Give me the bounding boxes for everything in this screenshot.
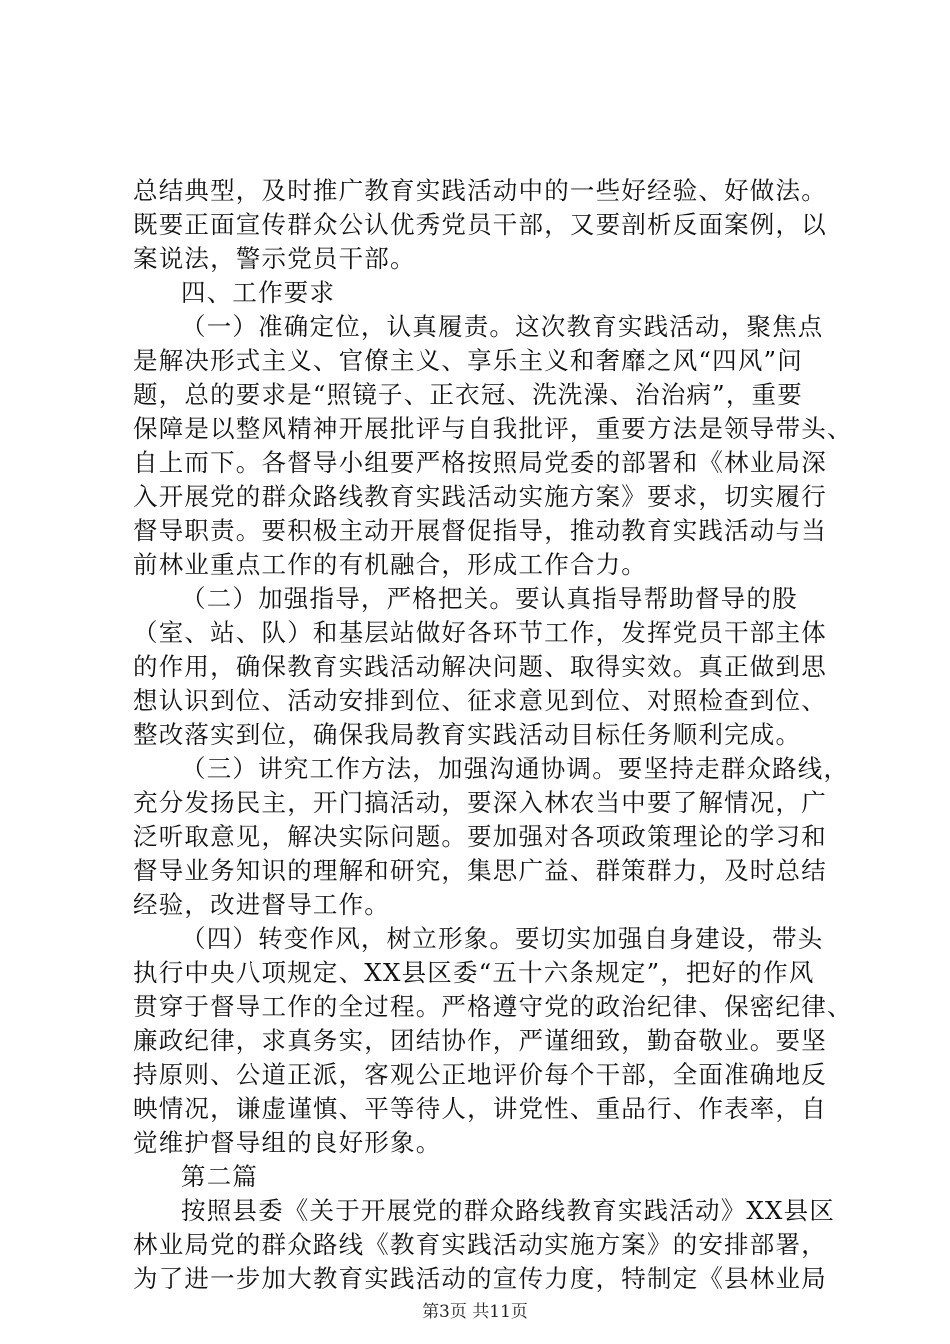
text-line: （三）讲究工作方法，加强沟通协调。要坚持走群众路线， [181,754,850,783]
text-line: 督导职责。要积极主动开展督促指导，推动教育实践活动与当 [133,516,827,545]
text-line: 泛听取意见，解决实际问题。要加强对各项政策理论的学习和 [133,822,827,851]
text-line: 既要正面宣传群众公认优秀党员干部，又要剖析反面案例，以 [133,210,827,239]
page-footer: 第3页 共11页 [422,1302,528,1322]
text-line: 按照县委《关于开展党的群众路线教育实践活动》XX县区 [181,1196,836,1225]
text-line: （二）加强指导，严格把关。要认真指导帮助督导的股 [181,584,798,613]
section-heading: 第二篇 [181,1162,259,1191]
text-line: 自上而下。各督导小组要严格按照局党委的部署和《林业局深 [133,448,827,477]
text-line: 经验，改进督导工作。 [133,890,390,919]
text-line: 充分发扬民主，开门搞活动，要深入林农当中要了解情况，广 [133,788,827,817]
text-line: 题，总的要求是“照镜子、正衣冠、洗洗澡、治治病”，重要 [133,380,803,409]
text-line: 持原则、公道正派，客观公正地评价每个干部，全面准确地反 [133,1060,827,1089]
text-line: 保障是以整风精神开展批评与自我批评，重要方法是领导带头、 [133,414,853,443]
text-line: 映情况，谦虚谨慎、平等待人，讲党性、重品行、作表率，自 [133,1094,827,1123]
text-line: 贯穿于督导工作的全过程。严格遵守党的政治纪律、保密纪律、 [133,992,853,1021]
text-line: 的作用，确保教育实践活动解决问题、取得实效。真正做到思 [133,652,827,681]
text-line: （室、站、队）和基层站做好各环节工作，发挥党员干部主体 [133,618,827,647]
text-line: 觉维护督导组的良好形象。 [133,1128,442,1157]
text-line: （四）转变作风，树立形象。要切实加强自身建设，带头 [181,924,824,953]
text-line: 执行中央八项规定、XX县区委“五十六条规定”，把好的作风 [133,958,815,987]
text-line: （一）准确定位，认真履责。这次教育实践活动，聚焦点 [181,312,824,341]
text-line: 整改落实到位，确保我局教育实践活动目标任务顺利完成。 [133,720,802,749]
text-line: 案说法，警示党员干部。 [133,244,416,273]
text-line: 为了进一步加大教育实践活动的宣传力度，特制定《县林业局 [133,1264,827,1293]
text-line: 廉政纪律，求真务实，团结协作，严谨细致，勤奋敬业。要坚 [133,1026,827,1055]
text-line: 林业局党的群众路线《教育实践活动实施方案》的安排部署， [133,1230,827,1259]
section-heading: 四、工作要求 [181,278,336,307]
text-line: 是解决形式主义、官僚主义、享乐主义和奢靡之风“四风”问 [133,346,803,375]
text-line: 督导业务知识的理解和研究，集思广益、群策群力，及时总结 [133,856,827,885]
text-line: 前林业重点工作的有机融合，形成工作合力。 [133,550,647,579]
text-line: 想认识到位、活动安排到位、征求意见到位、对照检查到位、 [133,686,827,715]
text-line: 入开展党的群众路线教育实践活动实施方案》要求，切实履行 [133,482,827,511]
text-line: 总结典型，及时推广教育实践活动中的一些好经验、好做法。 [133,176,827,205]
